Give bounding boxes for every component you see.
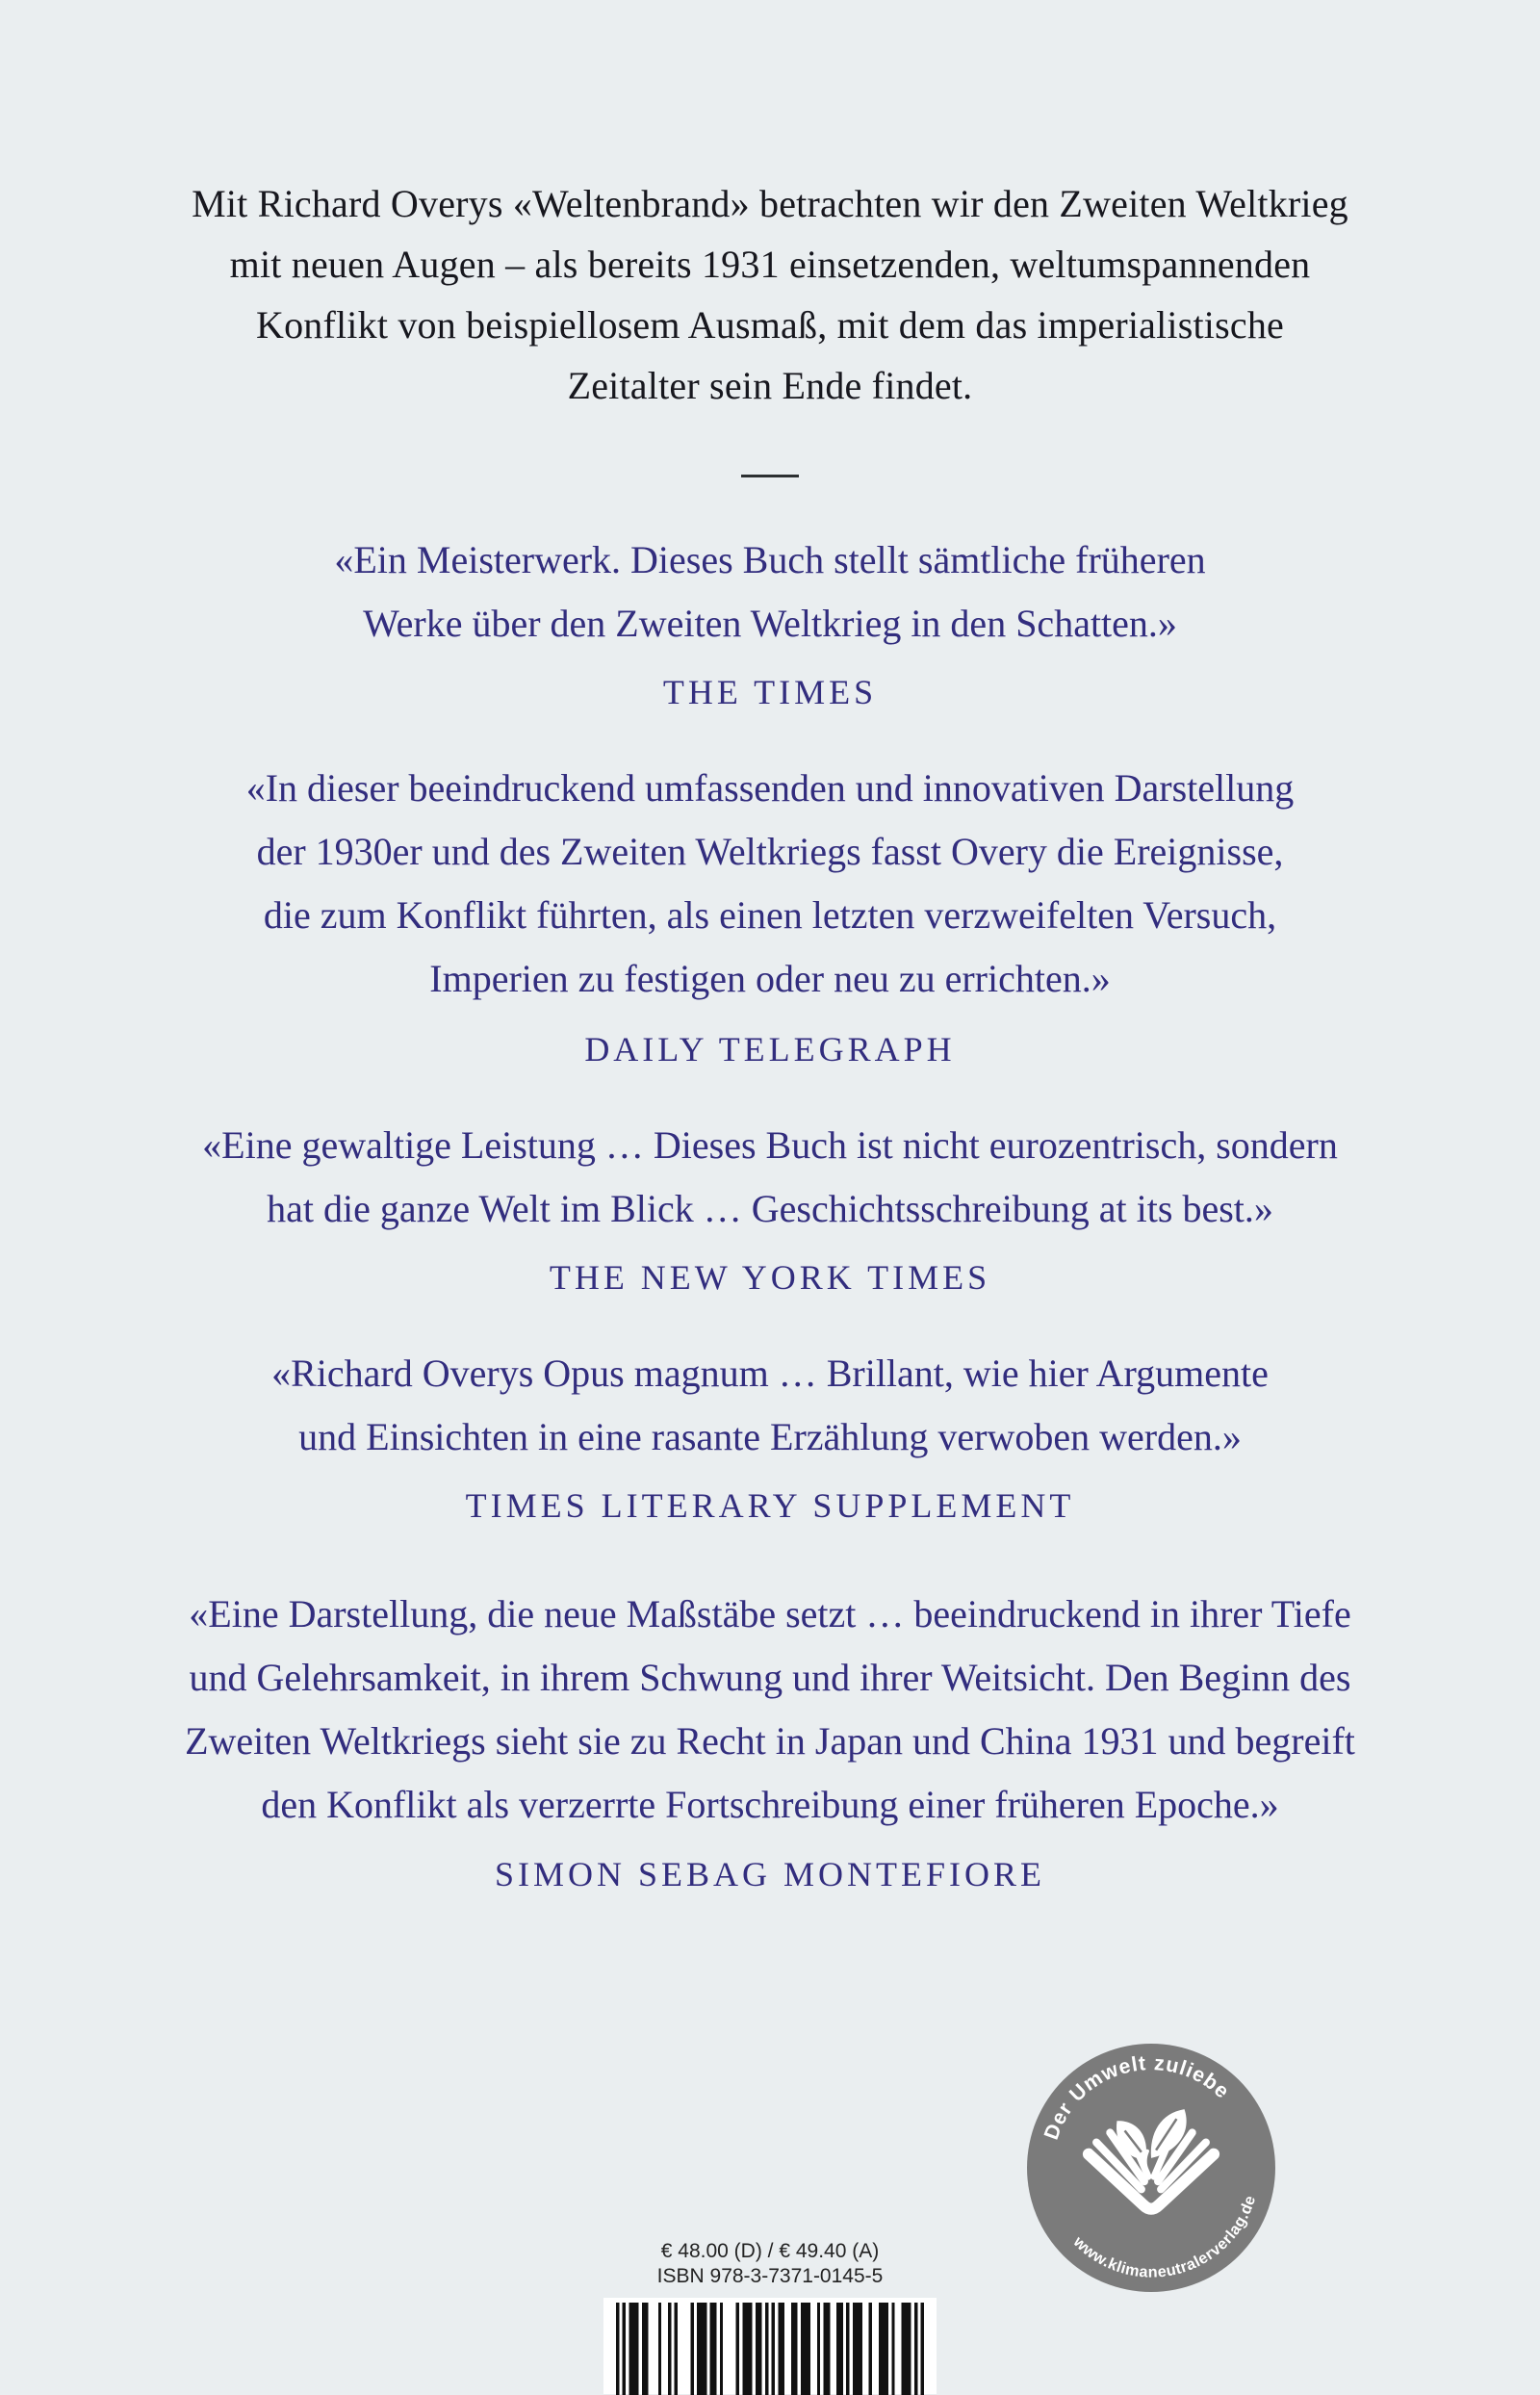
quote-block bbox=[0, 528, 1540, 656]
intro-line: Mit Richard Overys «Weltenbrand» betrachten wir den Zweiten Weltkrieg bbox=[192, 182, 1348, 225]
intro-text bbox=[0, 173, 1540, 416]
quote-line: «Richard Overys Opus magnum … Brillant, wie hier Argumente bbox=[271, 1352, 1269, 1395]
footer-info bbox=[0, 2239, 1540, 2289]
isbn-label: ISBN 978-3-7371-0145-5 bbox=[656, 2265, 884, 2287]
quote-line: «Ein Meisterwerk. Dieses Buch stellt sämtliche früheren bbox=[334, 538, 1206, 581]
quote-line: «In dieser beeindruckend umfassenden und innovativen Darstellung bbox=[245, 766, 1295, 810]
quote-line: der 1930er und des Zweiten Weltkriegs fasst Overy die Ereignisse, bbox=[256, 830, 1284, 873]
quote-block bbox=[0, 757, 1540, 1011]
quote-source: SIMON SEBAG MONTEFIORE bbox=[494, 1855, 1046, 1893]
intro-line: Zeitalter sein Ende findet. bbox=[567, 364, 973, 407]
quote-line: und Gelehrsamkeit, in ihrem Schwung und ihrer Weitsicht. Den Beginn des bbox=[189, 1656, 1351, 1699]
quote-line: und Einsichten in eine rasante Erzählung verwoben werden.» bbox=[298, 1415, 1242, 1458]
quote-source: TIMES LITERARY SUPPLEMENT bbox=[465, 1486, 1075, 1525]
intro-line: mit neuen Augen – als bereits 1931 einsetzenden, weltumspannenden bbox=[229, 243, 1311, 286]
quote-source: DAILY TELEGRAPH bbox=[584, 1030, 956, 1069]
badge-arc-bottom-text: www.klimaneutralerverlag.de bbox=[1069, 2193, 1260, 2281]
quote-block bbox=[0, 1342, 1540, 1469]
quote-source: THE TIMES bbox=[662, 673, 878, 711]
barcode bbox=[603, 2298, 937, 2394]
quote-block bbox=[0, 1114, 1540, 1241]
intro-line: Konflikt von beispiellosem Ausmaß, mit dem das imperialistische bbox=[255, 303, 1284, 347]
quote-line: Werke über den Zweiten Weltkrieg in den Schatten.» bbox=[363, 602, 1177, 645]
quote-line: «Eine Darstellung, die neue Maßstäbe setzt … beeindruckend in ihrer Tiefe bbox=[189, 1592, 1351, 1635]
quote-line: die zum Konflikt führten, als einen letzten verzweifelten Versuch, bbox=[263, 893, 1277, 937]
quote-block bbox=[0, 1583, 1540, 1837]
badge-arc-top-text: Der Umwelt zuliebe bbox=[1039, 2051, 1235, 2143]
quote-line: hat die ganze Welt im Blick … Geschichtsschreibung at its best.» bbox=[267, 1187, 1273, 1230]
quote-line: Zweiten Weltkriegs sieht sie zu Recht in Japan und China 1931 und begreift bbox=[185, 1719, 1355, 1763]
quote-line: den Konflikt als verzerrte Fortschreibung einer früheren Epoche.» bbox=[261, 1783, 1279, 1826]
section-divider bbox=[741, 475, 799, 477]
quote-line: Imperien zu festigen oder neu zu errichten.» bbox=[429, 957, 1111, 1000]
quote-source: THE NEW YORK TIMES bbox=[549, 1258, 991, 1297]
price-label: € 48.00 (D) / € 49.40 (A) bbox=[660, 2240, 880, 2262]
quote-line: «Eine gewaltige Leistung … Dieses Buch ist nicht eurozentrisch, sondern bbox=[202, 1123, 1338, 1167]
barcode-bars bbox=[616, 2303, 924, 2395]
